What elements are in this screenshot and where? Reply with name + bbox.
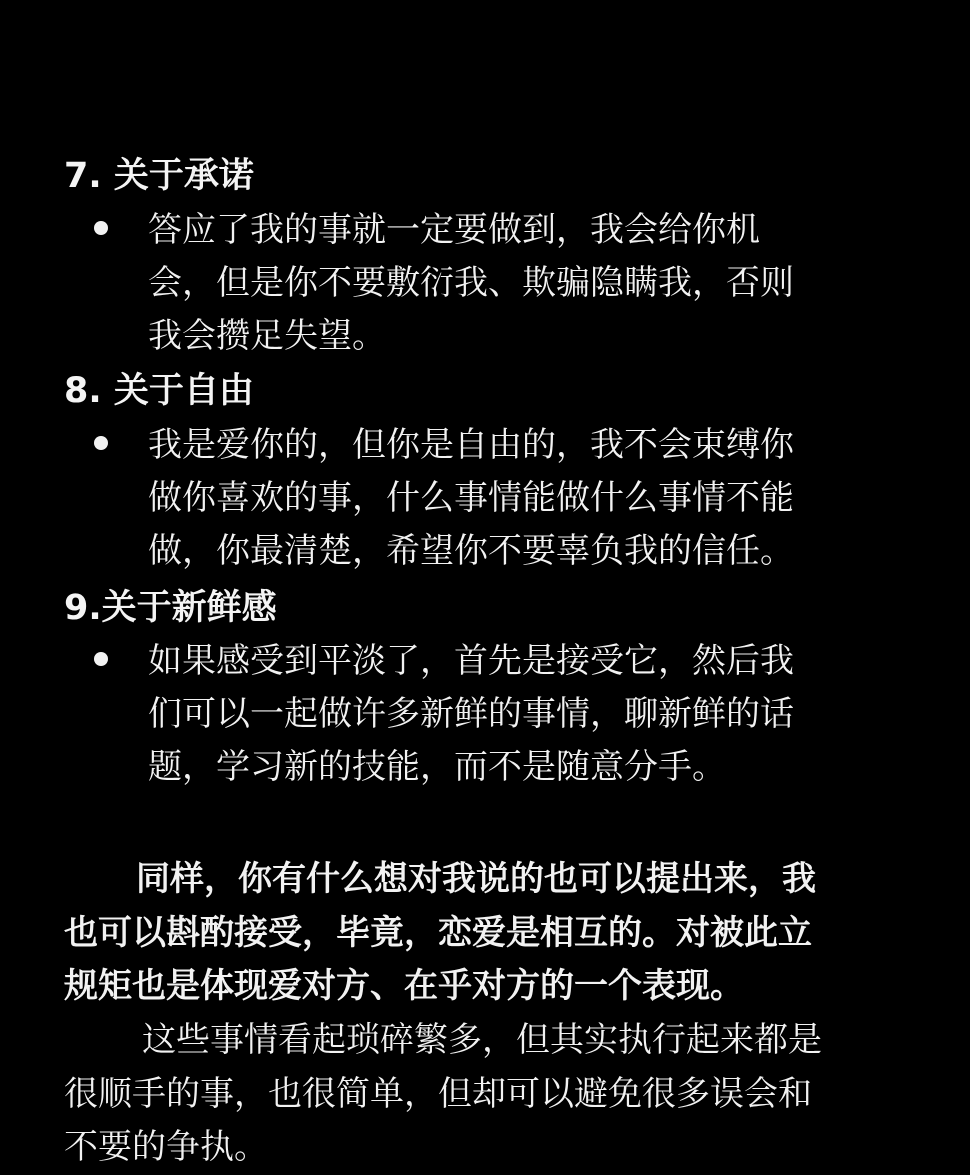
closing-paragraph-1 [64,853,944,1014]
text-line: 题，学习新的技能，而不是随意分手。 [148,747,726,787]
text-line: 做，你最清楚，希望你不要辜负我的信任。 [148,531,794,571]
section-heading-freedom: 8. 关于自由 [64,371,254,411]
text-line: 答应了我的事就一定要做到，我会给你机 [148,210,760,250]
bullet-dot [94,221,108,235]
text-line: 这些事情看起琐碎繁多，但其实执行起来都是 [142,1020,822,1060]
text-line: 如果感受到平淡了，首先是接受它，然后我 [148,641,794,681]
text-line: 也可以斟酌接受，毕竟，恋爱是相互的。对被此立 [64,912,812,953]
closing-paragraph-2 [64,1014,944,1175]
text-line: 我是爱你的，但你是自由的，我不会束缚你 [148,425,794,465]
bullet-dot [94,652,108,666]
text-line: 不要的争执。 [64,1127,268,1167]
text-line: 们可以一起做许多新鲜的事情，聊新鲜的话 [148,694,794,734]
section-text-freshness [148,635,908,794]
bullet-dot [94,436,108,450]
text-line: 很顺手的事，也很简单，但却可以避免很多误会和 [64,1073,812,1114]
text-line: 同样，你有什么想对我说的也可以提出来，我 [136,859,816,899]
section-heading-promise: 7. 关于承诺 [64,156,254,196]
section-text-promise [148,204,908,363]
section-text-freedom [148,419,908,578]
text-line: 会，但是你不要敷衍我、欺骗隐瞒我，否则 [148,263,794,303]
text-line: 我会攒足失望。 [148,316,386,356]
text-line: 做你喜欢的事，什么事情能做什么事情不能 [148,478,794,518]
text-line: 规矩也是体现爱对方、在乎对方的一个表现。 [64,966,744,1006]
section-heading-freshness: 9.关于新鲜感 [64,588,277,628]
